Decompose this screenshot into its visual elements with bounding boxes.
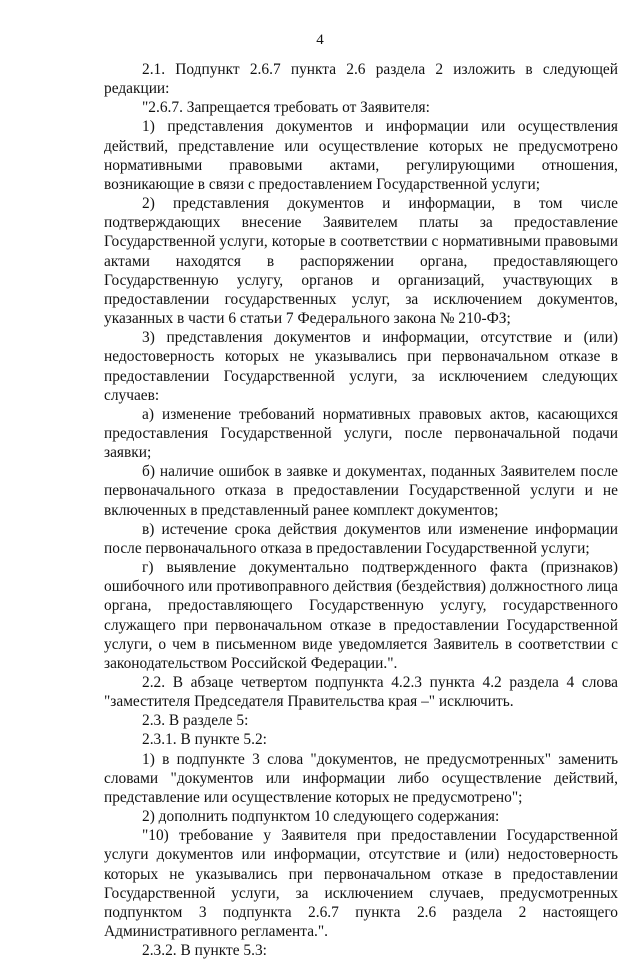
paragraph-2-1: 2.1. Подпункт 2.6.7 пункта 2.6 раздела 2 изложить в следующей редакции: [104,61,618,98]
paragraph-item-a: а) изменение требований нормативных правовых актов, касающихся предоставления Государственной услуги, после первоначальной подачи заявки; [104,405,618,462]
paragraph-subitem-10: "10) требование у Заявителя при предоставлении Государственной услуги документов или информации, отсутствие и (или) недостоверность которых не указывались при первоначальном отказе в предоставлении Государственной услуги, за исключением случаев, предусмотренных подпунктом 3 подпункта 2.6.7 пункта 2.6 раздела 2 настоящего Административного регламента.". [104,827,618,941]
paragraph-item-2: 2) представления документов и информации, в том числе подтверждающих внесение Заявителем платы за предоставление Государственной услуги, которые в соответствии с нормативными правовыми актами находятся в распоряжении органа, предоставляющего Государственную услугу, органов и организаций, участвующих в предоставлении государственных услуг, за исключением документов, указанных в части 6 статьи 7 Федерального закона № 210-ФЗ; [104,195,618,328]
paragraph-item-1: 1) представления документов и информации или осуществления действий, представление или осуществление которых не предусмотрено нормативными правовыми актами, регулирующими отношения, возникающие в связи с предоставлением Государственной услуги; [104,118,618,193]
paragraph-item-v: в) истечение срока действия документов или изменение информации после первоначального отказа в предоставлении Государственной услуги; [104,520,618,557]
paragraph-2-6-7-title: "2.6.7. Запрещается требовать от Заявителя: [142,99,430,117]
paragraph-2-2: 2.2. В абзаце четвертом подпункта 4.2.3 пункта 4.2 раздела 4 слова "заместителя Председателя Правительства края –" исключить. [104,674,618,711]
paragraph-item-3: 3) представления документов и информации, отсутствие и (или) недостоверность которых не указывались при первоначальном отказе в предоставлении Государственной услуги, за исключением следующих случаев: [104,329,618,404]
paragraph-2-3-2: 2.3.2. В пункте 5.3: [142,942,267,960]
document-body [104,60,618,960]
paragraph-2-3-1-item-2: 2) дополнить подпунктом 10 следующего содержания: [142,808,500,826]
page-number: 4 [316,32,324,48]
paragraph-item-b: б) наличие ошибок в заявке и документах, поданных Заявителем после первоначального отказа в предоставлении Государственной услуги и не включенных в представленный ранее комплект документов; [104,463,618,519]
paragraph-item-g: г) выявление документально подтвержденного факта (признаков) ошибочного или противоправного действия (бездействия) должностного лица органа, предоставляющего Государственную услугу, государственного служащего при первоначальном отказе в предоставлении Государственной услуги, о чем в письменном виде уведомляется Заявитель в соответствии с законодательством Российской Федерации.". [104,559,618,672]
paragraph-2-3: 2.3. В разделе 5: [142,712,249,730]
paragraph-2-3-1: 2.3.1. В пункте 5.2: [142,731,267,749]
paragraph-2-3-1-item-1: 1) в подпункте 3 слова "документов, не предусмотренных" заменить словами "документов или информации либо осуществление действий, представление или осуществление которых не предусмотрено"; [104,750,618,806]
